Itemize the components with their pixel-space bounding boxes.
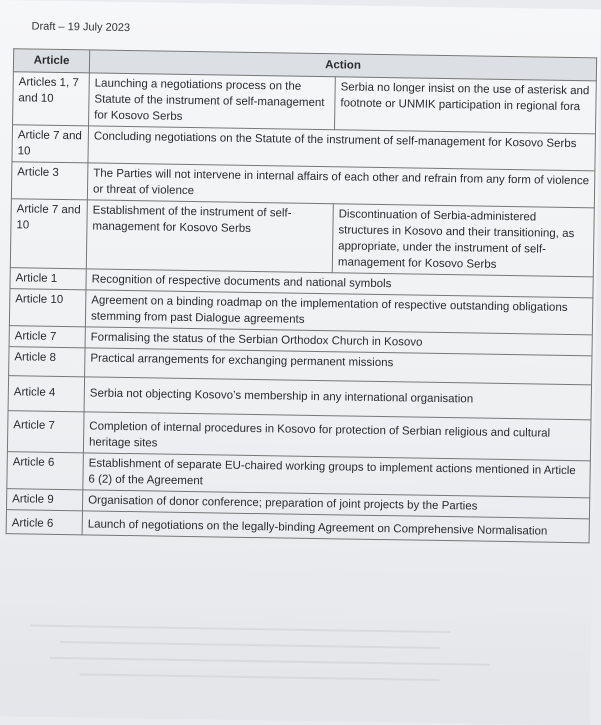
column-header-action: Action bbox=[89, 50, 596, 81]
articles-actions-table bbox=[6, 48, 598, 543]
article-cell: Article 7 bbox=[9, 326, 85, 348]
article-cell: Article 7 bbox=[7, 411, 84, 453]
action-cell: Serbia not objecting Kosovo’s membership in any international organisation bbox=[84, 377, 591, 420]
draft-date-label: Draft – 19 July 2023 bbox=[31, 20, 131, 35]
action-cell: Practical arrangements for exchanging permanent missions bbox=[85, 348, 592, 385]
article-cell: Article 6 bbox=[6, 510, 82, 535]
action-cell: Launching a negotiations process on the Statute of the instrument of self-management for Kosovo Serbs bbox=[89, 73, 336, 130]
action-cell: Launch of negotiations on the legally-binding Agreement on Comprehensive Normalisation bbox=[82, 511, 589, 543]
article-cell: Article 9 bbox=[6, 489, 82, 511]
article-cell: Article 7 and 10 bbox=[10, 199, 87, 269]
action-cell: Organisation of donor conference; preparation of joint projects by the Parties bbox=[82, 490, 589, 519]
article-cell: Article 7 and 10 bbox=[12, 125, 89, 163]
article-cell: Article 6 bbox=[7, 452, 84, 490]
column-header-article: Article bbox=[13, 49, 89, 73]
action-cell: Completion of internal procedures in Kosovo for protection of Serbian religious and cultural heritage sites bbox=[83, 412, 591, 461]
action-secondary-cell: Discontinuation of Serbia-administered structures in Kosovo and their transitioning, as appropriate, under the instrument of self-management for Kosovo Serbs bbox=[332, 204, 594, 277]
action-secondary-cell: Serbia no longer insist on the use of asterisk and footnote or UNMIK participation in regional fora bbox=[335, 77, 597, 134]
action-cell: Concluding negotiations on the Statute of the instrument of self-management for Kosovo Serbs bbox=[88, 126, 596, 171]
table-row bbox=[10, 199, 594, 277]
article-cell: Articles 1, 7 and 10 bbox=[13, 72, 90, 126]
article-cell: Article 1 bbox=[10, 268, 86, 290]
action-cell: Agreement on a binding roadmap on the implementation of respective outstanding obligations stemming from past Dialogue agreements bbox=[85, 290, 593, 335]
article-cell: Article 4 bbox=[8, 376, 85, 412]
table-row bbox=[13, 72, 597, 134]
action-cell: Establishment of separate EU-chaired working groups to implement actions mentioned in Article 6 (2) of the Agreement bbox=[83, 453, 591, 498]
article-cell: Article 3 bbox=[11, 162, 88, 200]
article-cell: Article 8 bbox=[9, 347, 85, 377]
action-cell: Formalising the status of the Serbian Orthodox Church in Kosovo bbox=[85, 327, 592, 356]
article-cell: Article 10 bbox=[9, 289, 86, 327]
action-cell: Establishment of the instrument of self-management for Kosovo Serbs bbox=[86, 200, 333, 273]
action-cell: Recognition of respective documents and national symbols bbox=[86, 269, 593, 298]
action-cell: The Parties will not intervene in internal affairs of each other and refrain from any form of violence or threat of violence bbox=[87, 163, 595, 208]
